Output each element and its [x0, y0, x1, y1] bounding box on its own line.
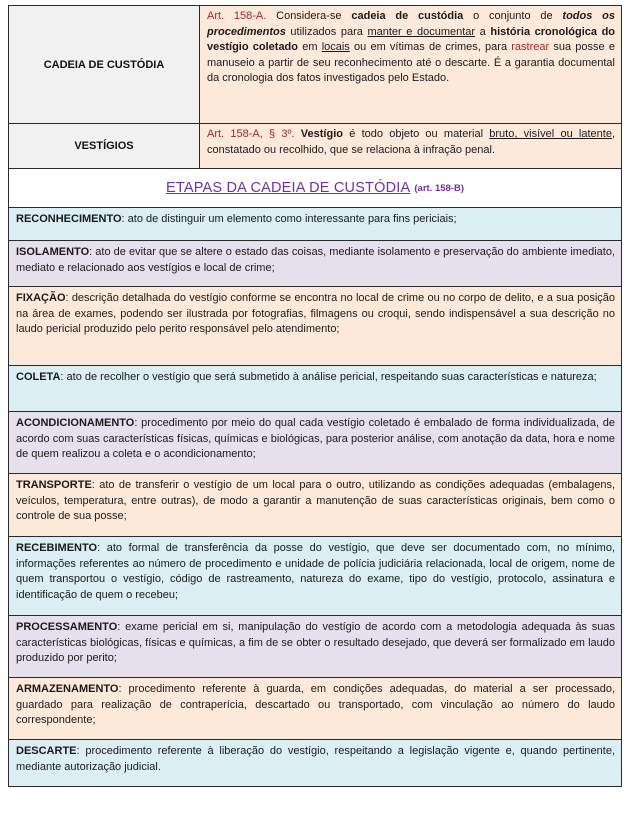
stage-recebimento: RECEBIMENTO: ato formal de transferência da posse do vestígio, que deve ser documentado com, no mínimo, informações referentes ao número de procedimento e unidade de polícia judiciária relacionada, local de origem, nome de quem transportou o vestígio, código de rastreamento, natureza do exame, tipo do vestígio, protocolo, assinatura e identificação de quem o recebeu;	[9, 537, 621, 616]
article-reference: Art. 158-A.	[207, 10, 267, 22]
definition-row-vestigios	[9, 124, 621, 169]
custody-chain-table	[8, 5, 622, 787]
stage-descarte: DESCARTE: procedimento referente à liberação do vestígio, respeitando a legislação vigente e, quando pertinente, mediante autorização judicial.	[9, 740, 621, 786]
article-reference: Art. 158-A, § 3º.	[207, 128, 295, 140]
definition-vestigios: Art. 158-A, § 3º. Vestígio é todo objeto ou material bruto, visível ou latente, constatado ou recolhido, que se relaciona à infração penal.	[200, 124, 621, 168]
stage-fixacao: FIXAÇÃO: descrição detalhada do vestígio conforme se encontra no local de crime ou no corpo de delito, e a sua posição na área de exames, podendo ser ilustrada por fotografias, filmagens ou croqui, sendo indispensável a sua descrição no laudo pericial produzido pelo perito responsável pelo atendimento;	[9, 287, 621, 366]
stage-transporte: TRANSPORTE: ato de transferir o vestígio de um local para o outro, utilizando as condições adequadas (embalagens, veículos, temperatura, entre outras), de modo a garantir a manutenção de suas características originais, bem como o controle de sua posse;	[9, 474, 621, 537]
definition-cadeia-de-custodia: Art. 158-A. Considera-se cadeia de custódia o conjunto de todos os procedimentos utilizados para manter e documentar a história cronológica do vestígio coletado em locais ou em vítimas de crimes, para rastrear sua posse e manuseio a partir de seu reconhecimento até o descarte. É a garantia documental da cronologia dos fatos investigados pelo Estado.	[200, 6, 621, 123]
term-vestigios: VESTÍGIOS	[9, 124, 200, 168]
term-cadeia-de-custodia: CADEIA DE CUSTÓDIA	[9, 6, 200, 123]
stage-coleta: COLETA: ato de recolher o vestígio que será submetido à análise pericial, respeitando suas características e natureza;	[9, 366, 621, 412]
stage-processamento: PROCESSAMENTO: exame pericial em si, manipulação do vestígio de acordo com a metodologia adequada às suas características biológicas, físicas e químicas, a fim de se obter o resultado desejado, que deverá ser formalizado em laudo produzido por perito;	[9, 616, 621, 678]
definition-row-cadeia	[9, 6, 621, 124]
stages-title-row	[9, 169, 621, 208]
stage-acondicionamento: ACONDICIONAMENTO: procedimento por meio do qual cada vestígio coletado é embalado de forma individualizada, de acordo com suas características físicas, químicas e biológicas, para posterior análise, com anotação da data, hora e nome de quem realizou a coleta e o acondicionamento;	[9, 412, 621, 474]
stages-article-reference: (art. 158-B)	[414, 182, 464, 194]
stage-isolamento: ISOLAMENTO: ato de evitar que se altere o estado das coisas, mediante isolamento e preservação do ambiente imediato, mediato e relacionado aos vestígios e local de crime;	[9, 241, 621, 287]
stage-armazenamento: ARMAZENAMENTO: procedimento referente à guarda, em condições adequadas, do material a ser processado, guardado para realização de contraperícia, descartado ou transportado, com vinculação ao número do laudo correspondente;	[9, 678, 621, 740]
stages-title: ETAPAS DA CADEIA DE CUSTÓDIA	[166, 180, 411, 196]
stage-reconhecimento: RECONHECIMENTO: ato de distinguir um elemento como interessante para fins periciais;	[9, 208, 621, 241]
